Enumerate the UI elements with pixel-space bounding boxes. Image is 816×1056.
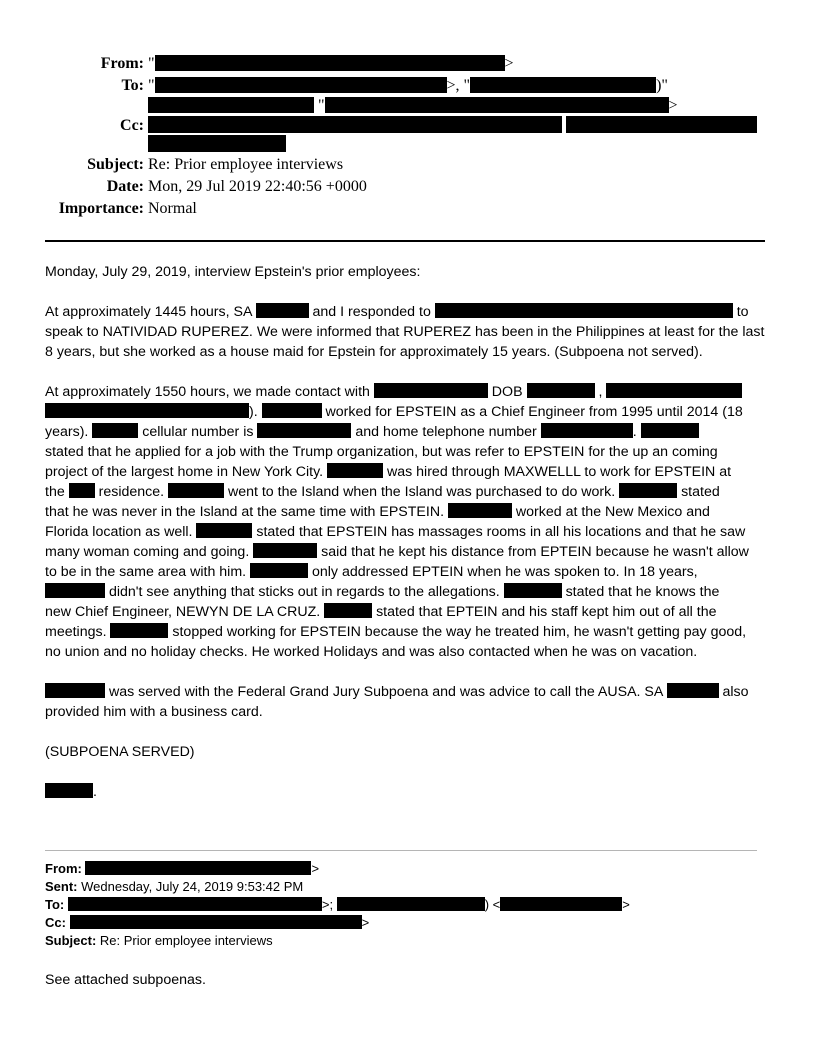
to-label: To: xyxy=(121,77,144,94)
served-note: (SUBPOENA SERVED) xyxy=(45,744,195,760)
redaction-block xyxy=(641,423,699,438)
redaction-block xyxy=(68,897,322,911)
signature: . xyxy=(45,782,767,802)
redaction-block xyxy=(45,583,105,598)
redaction-block xyxy=(148,116,562,133)
date-label: Date: xyxy=(106,178,144,195)
redaction-block xyxy=(253,543,317,558)
date-value: Mon, 29 Jul 2019 22:40:56 +0000 xyxy=(148,178,367,195)
redaction-block xyxy=(257,423,351,438)
forwarded-header xyxy=(45,860,630,950)
fw-cc-label: Cc: xyxy=(45,915,66,930)
importance-label: Importance: xyxy=(58,200,144,217)
subject-label: Subject: xyxy=(87,156,144,173)
importance-row xyxy=(0,199,816,219)
redaction-block xyxy=(500,897,622,911)
redaction-block xyxy=(619,483,677,498)
forwarded-message xyxy=(45,970,767,990)
redaction-block xyxy=(45,783,93,798)
redaction-block xyxy=(374,383,488,398)
redaction-block xyxy=(470,77,656,93)
subject-value: Re: Prior employee interviews xyxy=(148,156,344,173)
fw-from-row: From: > xyxy=(45,861,320,876)
redaction-block xyxy=(337,897,485,911)
redaction-block xyxy=(45,683,105,698)
header-divider xyxy=(45,240,765,242)
redaction-block xyxy=(527,383,595,398)
redaction-block xyxy=(250,563,308,578)
redaction-block xyxy=(262,403,322,418)
cc-row xyxy=(0,116,816,156)
from-row xyxy=(0,54,816,74)
redaction-block xyxy=(148,135,286,152)
cc-label: Cc: xyxy=(120,117,144,134)
quote-mark: " xyxy=(148,55,155,72)
fw-to-label: To: xyxy=(45,897,65,912)
redaction-block xyxy=(85,861,311,875)
fw-subject-row xyxy=(45,932,630,950)
separator: )" xyxy=(656,77,668,94)
redaction-block xyxy=(196,523,252,538)
quote-mark: " xyxy=(148,77,155,94)
redaction-block xyxy=(148,97,314,113)
redaction-block xyxy=(168,483,224,498)
redaction-block xyxy=(110,623,168,638)
fw-subject-label: Subject: xyxy=(45,933,97,948)
fw-from-label: From: xyxy=(45,861,82,876)
redaction-block xyxy=(606,383,742,398)
redaction-block xyxy=(327,463,383,478)
redaction-block xyxy=(155,55,505,71)
redaction-block xyxy=(69,483,95,498)
paragraph-2: At approximately 1550 hours, we made contact with DOB , ). worked for EPSTEIN as a Chief Engineer from 1995 until 2014 (18 years). cellular number is and home telephone number . stated that he applied for a job with the Trump organization, but was refer to EPSTEIN for the up an coming project of the largest home in New York City. was hired through MAXWELLL to work for EPSTEIN at the residence. went to the Island when the Island was purchased to do work. stated that he was never in the Island at the same time with EPSTEIN. worked at the New Mexico and Florida location as well. stated that EPSTEIN has massages rooms in all his locations and that he saw many woman coming and going. said that he kept his distance from EPTEIN because he wasn't allow to be in the same area with him. only addressed EPTEIN when he was spoken to. In 18 years, didn't see anything that sticks out in regards to the allegations. stated that he knows the new Chief Engineer, NEWYN DE LA CRUZ. stated that EPTEIN and his staff kept him out of all the meetings. stopped working for EPSTEIN because the way he treated him, he wasn't getting pay good, no union and no holiday checks. He worked Holidays and was also contacted when he was on vacation. xyxy=(45,384,749,660)
email-body xyxy=(45,262,767,802)
fw-sent-label: Sent: xyxy=(45,879,78,894)
redaction-block xyxy=(566,116,757,133)
angle-bracket: > xyxy=(504,55,514,72)
redaction-block xyxy=(324,603,372,618)
email-header xyxy=(0,54,816,224)
fw-cc-row: Cc: > xyxy=(45,915,370,930)
redaction-block xyxy=(504,583,562,598)
fw-sent-value: Wednesday, July 24, 2019 9:53:42 PM xyxy=(81,879,304,894)
redaction-block xyxy=(256,303,309,318)
fw-sent-row xyxy=(45,878,630,896)
forward-divider xyxy=(45,850,757,851)
redaction-block xyxy=(70,915,362,929)
angle-bracket: > xyxy=(668,97,678,114)
separator: " xyxy=(314,97,325,114)
redaction-block xyxy=(92,423,138,438)
redaction-block xyxy=(667,683,719,698)
redaction-block xyxy=(435,303,733,318)
fw-subject-value: Re: Prior employee interviews xyxy=(99,933,273,948)
fw-message-text: See attached subpoenas. xyxy=(45,972,206,988)
from-label: From: xyxy=(100,55,144,72)
paragraph-3: was served with the Federal Grand Jury Subpoena and was advice to call the AUSA. SA also provided him with a business card. xyxy=(45,684,749,720)
intro-line: Monday, July 29, 2019, interview Epstein's prior employees: xyxy=(45,264,421,280)
to-row xyxy=(0,76,816,116)
paragraph-1: At approximately 1445 hours, SA and I responded to to speak to NATIVIDAD RUPEREZ. We were informed that RUPEREZ has been in the Philippines at least for the last 8 years, but she worked as a house maid for Epstein for approximately 15 years. (Subpoena not served). xyxy=(45,304,765,360)
redaction-block xyxy=(448,503,512,518)
redaction-block xyxy=(541,423,633,438)
subject-row xyxy=(0,155,816,175)
redaction-block xyxy=(45,403,249,418)
fw-to-row: To: >; ) < > xyxy=(45,897,630,912)
redaction-block xyxy=(325,97,669,113)
importance-value: Normal xyxy=(148,200,197,217)
redaction-block xyxy=(155,77,447,93)
separator: >, " xyxy=(446,77,471,94)
date-row xyxy=(0,177,816,197)
